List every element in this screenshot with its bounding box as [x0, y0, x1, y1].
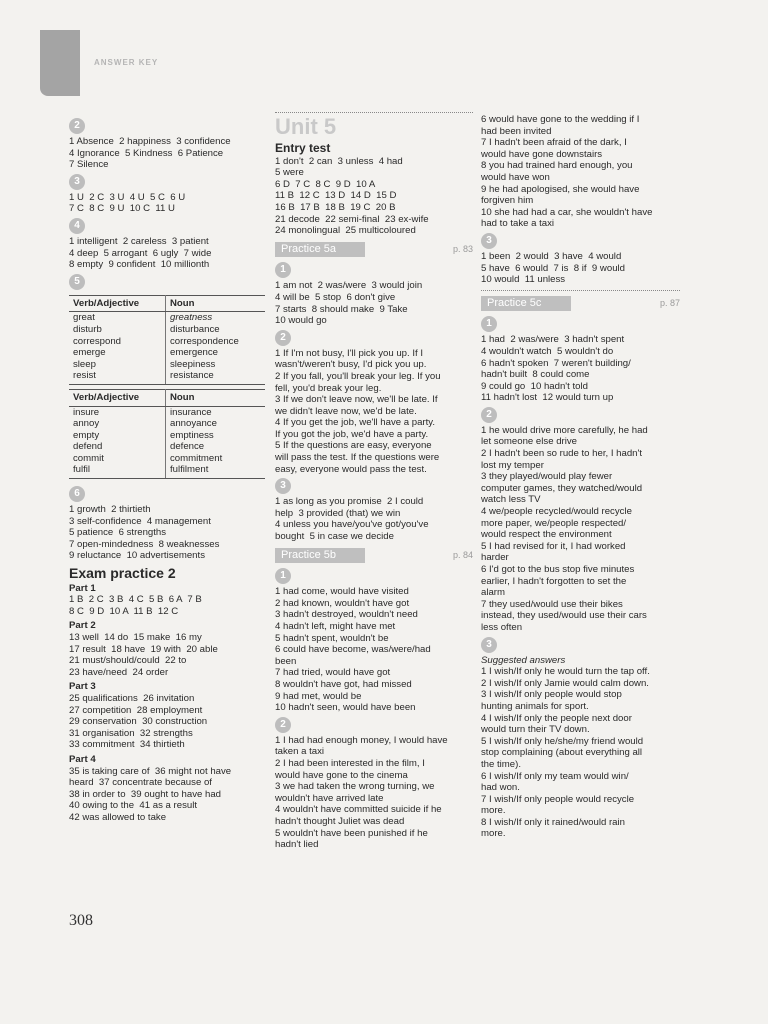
noun-cell: commitment: [170, 452, 223, 464]
answer-line: 1 as long as you promise 2 I could: [275, 496, 424, 508]
practice-5a-ex2-answers: [275, 348, 473, 476]
practice-5c-ex2-answers: [481, 425, 680, 634]
noun-cell: disturbance: [170, 323, 220, 335]
column-1: [69, 115, 265, 824]
answer-line: 2 had known, wouldn't have got: [275, 597, 410, 609]
answer-line: instead, they used/would use their cars: [481, 610, 647, 622]
noun-cell: defence: [170, 441, 205, 453]
verb-cell: fulfil: [69, 464, 166, 478]
part-label: Part 1: [69, 582, 96, 594]
exercise-number: 2: [481, 407, 497, 423]
practice-5c-header: [481, 296, 680, 312]
answer-line: 3 self-confidence 4 management: [69, 515, 211, 527]
answer-line: 4 deep 5 arrogant 6 ugly 7 wide: [69, 247, 212, 259]
noun-cell: greatness: [170, 312, 213, 324]
practice-5b-header: [275, 548, 473, 564]
answer-line: 2 I hadn't been so rude to her, I hadn't: [481, 448, 643, 460]
answer-line: stop complaining (about everything all: [481, 747, 643, 759]
answer-line: 40 owing to the 41 as a result: [69, 800, 197, 812]
divider: [481, 290, 680, 291]
running-header: ANSWER KEY: [94, 58, 159, 67]
answer-line: 1 I had had enough money, I would have: [275, 734, 448, 746]
answer-line: had to take a taxi: [481, 218, 555, 230]
exercise-4-answers: [69, 236, 265, 271]
answer-line: 4 wouldn't watch 5 wouldn't do: [481, 345, 614, 357]
exercise-number: 5: [69, 274, 85, 290]
answer-line: would turn their TV down.: [481, 724, 590, 736]
table-row: [69, 430, 265, 442]
answer-line: 6 I'd got to the bus stop five minutes: [481, 564, 635, 575]
answer-line: hunting animals for sport.: [481, 700, 589, 712]
exercise-number: 3: [481, 637, 497, 653]
table-row: [69, 406, 265, 418]
answer-line: 4 will be 5 stop 6 don't give: [275, 291, 396, 303]
answer-line: 3 I wish/If only people would stop: [481, 689, 622, 701]
answer-line: alarm: [481, 587, 505, 599]
verb-cell: defend: [69, 441, 166, 453]
answer-line: 8 you had trained hard enough, you: [481, 160, 633, 172]
exercise-number: 4: [69, 218, 85, 234]
answer-line: taken a taxi: [275, 746, 325, 758]
answer-line: 6 would have gone to the wedding if I: [481, 114, 640, 125]
answer-line: 2 I wish/If only Jamie would calm down.: [481, 677, 649, 689]
answer-line: 1 growth 2 thirtieth: [69, 504, 151, 516]
answer-line: 3 hadn't destroyed, wouldn't need: [275, 609, 418, 621]
answer-line: 38 in order to 39 ought to have had: [69, 788, 222, 800]
answer-line: 25 qualifications 26 invitation: [69, 692, 195, 704]
answer-line: computer games, they watched/would: [481, 482, 643, 494]
exam-practice-title: Exam practice 2: [69, 565, 176, 582]
practice-5a-ex3-answers: [275, 496, 473, 542]
practice-5c-ex3-answers: [481, 666, 680, 840]
answer-line: 16 B 17 B 18 B 19 C 20 B: [275, 201, 396, 213]
answer-line: 10 hadn't seen, would have been: [275, 702, 416, 714]
answer-line: 1 been 2 would 3 have 4 would: [481, 250, 622, 262]
table-header: Noun: [166, 389, 266, 406]
answer-line: 7 Silence: [69, 159, 109, 171]
answer-line: 6 D 7 C 8 C 9 D 10 A: [275, 178, 376, 190]
practice-label: Practice 5c: [481, 296, 571, 312]
answer-line: 8 I wish/If only it rained/would rain: [481, 816, 625, 828]
answer-line: 24 monolingual 25 multicoloured: [275, 225, 416, 237]
answer-line: 13 well 14 do 15 make 16 my: [69, 632, 202, 643]
answer-line: 4 unless you have/you've got/you've: [275, 519, 429, 531]
table-row: [69, 347, 265, 359]
answer-line: watch less TV: [481, 494, 541, 506]
table-row: [69, 453, 265, 465]
noun-cell: correspondence: [170, 335, 239, 347]
answer-line: 5 I had revised for it, I had worked: [481, 540, 626, 552]
answer-line: more paper, we/people respected/: [481, 517, 627, 529]
answer-line: 21 decode 22 semi-final 23 ex-wife: [275, 213, 429, 225]
table-header: Noun: [166, 295, 266, 312]
table-row: [69, 418, 265, 430]
answer-line: forgiven him: [481, 195, 534, 207]
answer-line: been: [275, 655, 297, 667]
part-1-answers: [69, 594, 265, 617]
part-4-answers: [69, 766, 265, 824]
noun-cell: sleepiness: [170, 358, 216, 370]
page-reference: p. 83: [452, 243, 473, 254]
answer-line: 4 hadn't left, might have met: [275, 621, 396, 632]
entry-test-answers: [275, 156, 473, 237]
verb-cell: insure: [69, 406, 166, 418]
answer-line: 9 he had apologised, she would have: [481, 183, 640, 195]
word-table-2: [69, 389, 265, 479]
answer-line: 42 was allowed to take: [69, 811, 167, 823]
verb-cell: correspond: [69, 336, 166, 348]
practice-5b-ex1-answers: [275, 586, 473, 714]
practice-5c-ex1-answers: [481, 334, 680, 404]
answer-line: 1 intelligent 2 careless 3 patient: [69, 235, 209, 247]
answer-line: 5 If the questions are easy, everyone: [275, 440, 432, 452]
answer-line: 3 we had taken the wrong turning, we: [275, 781, 435, 793]
answer-line: 7 open-mindedness 8 weaknesses: [69, 538, 220, 550]
exercise-2-answers: [69, 136, 265, 171]
answer-line: 3 If we don't leave now, we'll be late. If: [275, 394, 438, 406]
answer-line: 5 have 6 would 7 is 8 if 9 would: [481, 262, 625, 274]
practice-5b-ex2-answers: [275, 735, 473, 851]
answer-line: 1 I wish/If only he would turn the tap off.: [481, 666, 650, 678]
answer-line: 8 empty 9 confident 10 millionth: [69, 259, 210, 271]
exercise-number: 2: [275, 330, 291, 346]
answer-line: 11 hadn't lost 12 would turn up: [481, 392, 614, 404]
answer-line: 1 don't 2 can 3 unless 4 had: [275, 155, 403, 167]
noun-cell: resistance: [166, 370, 266, 384]
table-header: Verb/Adjective: [69, 295, 166, 312]
exercise-number: 1: [275, 262, 291, 278]
part-label: Part 4: [69, 753, 96, 765]
answer-line: 21 must/should/could 22 to: [69, 655, 187, 667]
exercise-number: 1: [481, 316, 497, 332]
answer-line: harder: [481, 552, 509, 564]
answer-line: hadn't lied: [275, 839, 319, 851]
verb-cell: emerge: [69, 347, 166, 359]
suggested-answers-label: Suggested answers: [481, 654, 566, 666]
answer-line: 1 am not 2 was/were 3 would join: [275, 280, 423, 292]
table-row: [69, 312, 265, 324]
answer-line: 7 they used/would use their bikes: [481, 598, 623, 610]
answer-line: would have gone downstairs: [481, 148, 603, 160]
answer-line: 8 C 9 D 10 A 11 B 12 C: [69, 605, 179, 617]
answer-line: lost my temper: [481, 459, 544, 471]
answer-line: 4 I wish/If only the people next door: [481, 712, 632, 724]
answer-line: 1 B 2 C 3 B 4 C 5 B 6 A 7 B: [69, 594, 202, 606]
answer-line: earlier, I hadn't forgotten to set the: [481, 575, 627, 587]
practice-5a-header: [275, 242, 473, 258]
verb-cell: sleep: [69, 359, 166, 371]
answer-line: would have gone to the cinema: [275, 769, 408, 781]
answer-line: 5 wouldn't have been punished if he: [275, 827, 428, 839]
table-row: [69, 464, 265, 478]
answer-line: 5 were: [275, 167, 304, 179]
answer-line: 10 would go: [275, 315, 327, 327]
answer-line: 6 could have become, was/were/had: [275, 644, 431, 656]
verb-cell: annoy: [69, 418, 166, 430]
answer-line: bought 5 in case we decide: [275, 531, 394, 543]
answer-line: 4 wouldn't have committed suicide if he: [275, 804, 442, 816]
answer-line: 7 C 8 C 9 U 10 C 11 U: [69, 203, 175, 215]
answer-line: 27 competition 28 employment: [69, 704, 203, 716]
answer-line: 5 hadn't spent, wouldn't be: [275, 632, 389, 644]
practice-label: Practice 5b: [275, 548, 365, 564]
answer-line: 9 could go 10 hadn't told: [481, 380, 588, 392]
table-row: [69, 359, 265, 371]
part-label: Part 3: [69, 681, 96, 693]
answer-line: will pass the test. If the questions were: [275, 452, 440, 464]
answer-line: 7 had tried, would have got: [275, 667, 391, 679]
answer-line: 10 she had had a car, she wouldn't have: [481, 206, 653, 218]
table-row: [69, 324, 265, 336]
part-3-answers: [69, 693, 265, 751]
answer-line: 4 Ignorance 5 Kindness 6 Patience: [69, 147, 224, 159]
answer-line: 1 he would drive more carefully, he had: [481, 424, 648, 436]
answer-line: 5 I wish/If only he/she/my friend would: [481, 735, 644, 747]
answer-line: fell, you'd break your leg.: [275, 382, 382, 394]
word-table-1: [69, 295, 265, 385]
answer-line: 23 have/need 24 order: [69, 666, 169, 678]
noun-cell: annoyance: [170, 418, 217, 430]
answer-line: hadn't built 8 could come: [481, 369, 590, 381]
answer-line: easy, everyone would pass the test.: [275, 463, 427, 475]
page-number: 308: [69, 912, 93, 929]
answer-line: 11 B 12 C 13 D 14 D 15 D: [275, 190, 397, 202]
answer-line: 7 I wish/If only people would recycle: [481, 793, 635, 805]
section-tab: [40, 30, 80, 96]
answer-line: heard 37 concentrate because of: [69, 777, 212, 789]
answer-line: had won.: [481, 782, 520, 794]
answer-line: 2 I had been interested in the film, I: [275, 757, 425, 769]
answer-line: 33 commitment 34 thirtieth: [69, 739, 185, 751]
noun-cell: emptiness: [170, 429, 214, 441]
column-3: [481, 114, 680, 840]
answer-line: would respect the environment: [481, 529, 612, 541]
answer-line: less often: [481, 621, 523, 633]
answer-line: 6 hadn't spoken 7 weren't building/: [481, 357, 631, 369]
answer-line: 1 Absence 2 happiness 3 confidence: [69, 136, 231, 147]
part-2-answers: [69, 632, 265, 678]
answer-line: 17 result 18 have 19 with 20 able: [69, 643, 218, 655]
practice-label: Practice 5a: [275, 242, 365, 258]
answer-line: 3 they played/would play fewer: [481, 471, 613, 483]
verb-cell: empty: [69, 430, 166, 442]
exercise-number: 3: [481, 233, 497, 249]
answer-line: more.: [481, 828, 506, 840]
answer-line: 9 reluctance 10 advertisements: [69, 550, 205, 562]
answer-line: wasn't/weren't busy, I'd pick you up.: [275, 359, 427, 371]
answer-line: 9 had met, would be: [275, 690, 362, 702]
practice-5b-ex3-answers: [481, 251, 680, 286]
answer-line: 1 U 2 C 3 U 4 U 5 C 6 U: [69, 191, 186, 203]
answer-line: 4 we/people recycled/would recycle: [481, 506, 632, 518]
answer-line: 7 starts 8 should make 9 Take: [275, 303, 408, 315]
answer-line: 5 patience 6 strengths: [69, 527, 167, 539]
answer-line: 7 I hadn't been afraid of the dark, I: [481, 137, 627, 149]
answer-line: hadn't thought Juliet was dead: [275, 815, 405, 827]
column-2: [275, 112, 473, 851]
noun-cell: emergence: [170, 347, 218, 359]
exercise-6-answers: [69, 504, 265, 562]
exercise-number: 2: [69, 118, 85, 134]
exercise-number: 6: [69, 486, 85, 502]
entry-test-title: Entry test: [275, 141, 331, 155]
answer-line: 1 had 2 was/were 3 hadn't spent: [481, 334, 625, 346]
exercise-number: 2: [275, 717, 291, 733]
noun-cell: insurance: [170, 406, 212, 418]
noun-cell: fulfilment: [166, 464, 266, 478]
answer-line: the time).: [481, 758, 521, 770]
answer-line: If you got the job, we'd have a party.: [275, 428, 429, 440]
table-row: [69, 336, 265, 348]
verb-cell: commit: [69, 453, 166, 465]
answer-line: 29 conservation 30 construction: [69, 716, 208, 728]
page-reference: p. 87: [659, 297, 680, 308]
verb-cell: disturb: [69, 324, 166, 336]
answer-line: wouldn't have arrived late: [275, 792, 384, 804]
answer-line: we didn't leave now, we'd be late.: [275, 405, 417, 417]
answer-line: 2 If you fall, you'll break your leg. If you: [275, 370, 441, 382]
exercise-3-answers: [69, 192, 265, 215]
answer-line: 6 I wish/If only my team would win/: [481, 770, 629, 782]
answer-line: 1 If I'm not busy, I'll pick you up. If I: [275, 347, 423, 359]
answer-line: 35 is taking care of 36 might not have: [69, 765, 232, 777]
answer-line: 4 If you get the job, we'll have a party.: [275, 417, 436, 429]
exercise-number: 3: [69, 174, 85, 190]
page-reference: p. 84: [452, 549, 473, 560]
answer-line: had been invited: [481, 125, 552, 137]
part-label: Part 2: [69, 620, 96, 632]
exercise-number: 3: [275, 478, 291, 494]
answer-line: would have won: [481, 171, 550, 183]
answer-line: 10 would 11 unless: [481, 274, 566, 286]
unit-title: Unit 5: [275, 112, 473, 139]
table-header: Verb/Adjective: [69, 389, 166, 406]
answer-line: help 3 provided (that) we win: [275, 507, 401, 519]
verb-cell: resist: [69, 370, 166, 384]
practice-5a-ex1-answers: [275, 280, 473, 326]
answer-line: 1 had come, would have visited: [275, 586, 409, 598]
practice-5b-ex2-continued: [481, 114, 680, 230]
answer-line: let someone else drive: [481, 436, 577, 448]
exercise-number: 1: [275, 568, 291, 584]
answer-line: 8 wouldn't have got, had missed: [275, 678, 412, 690]
answer-line: more.: [481, 805, 506, 817]
answer-line: 31 organisation 32 strengths: [69, 727, 193, 739]
verb-cell: great: [69, 312, 166, 324]
table-row: [69, 441, 265, 453]
table-row: [69, 370, 265, 384]
